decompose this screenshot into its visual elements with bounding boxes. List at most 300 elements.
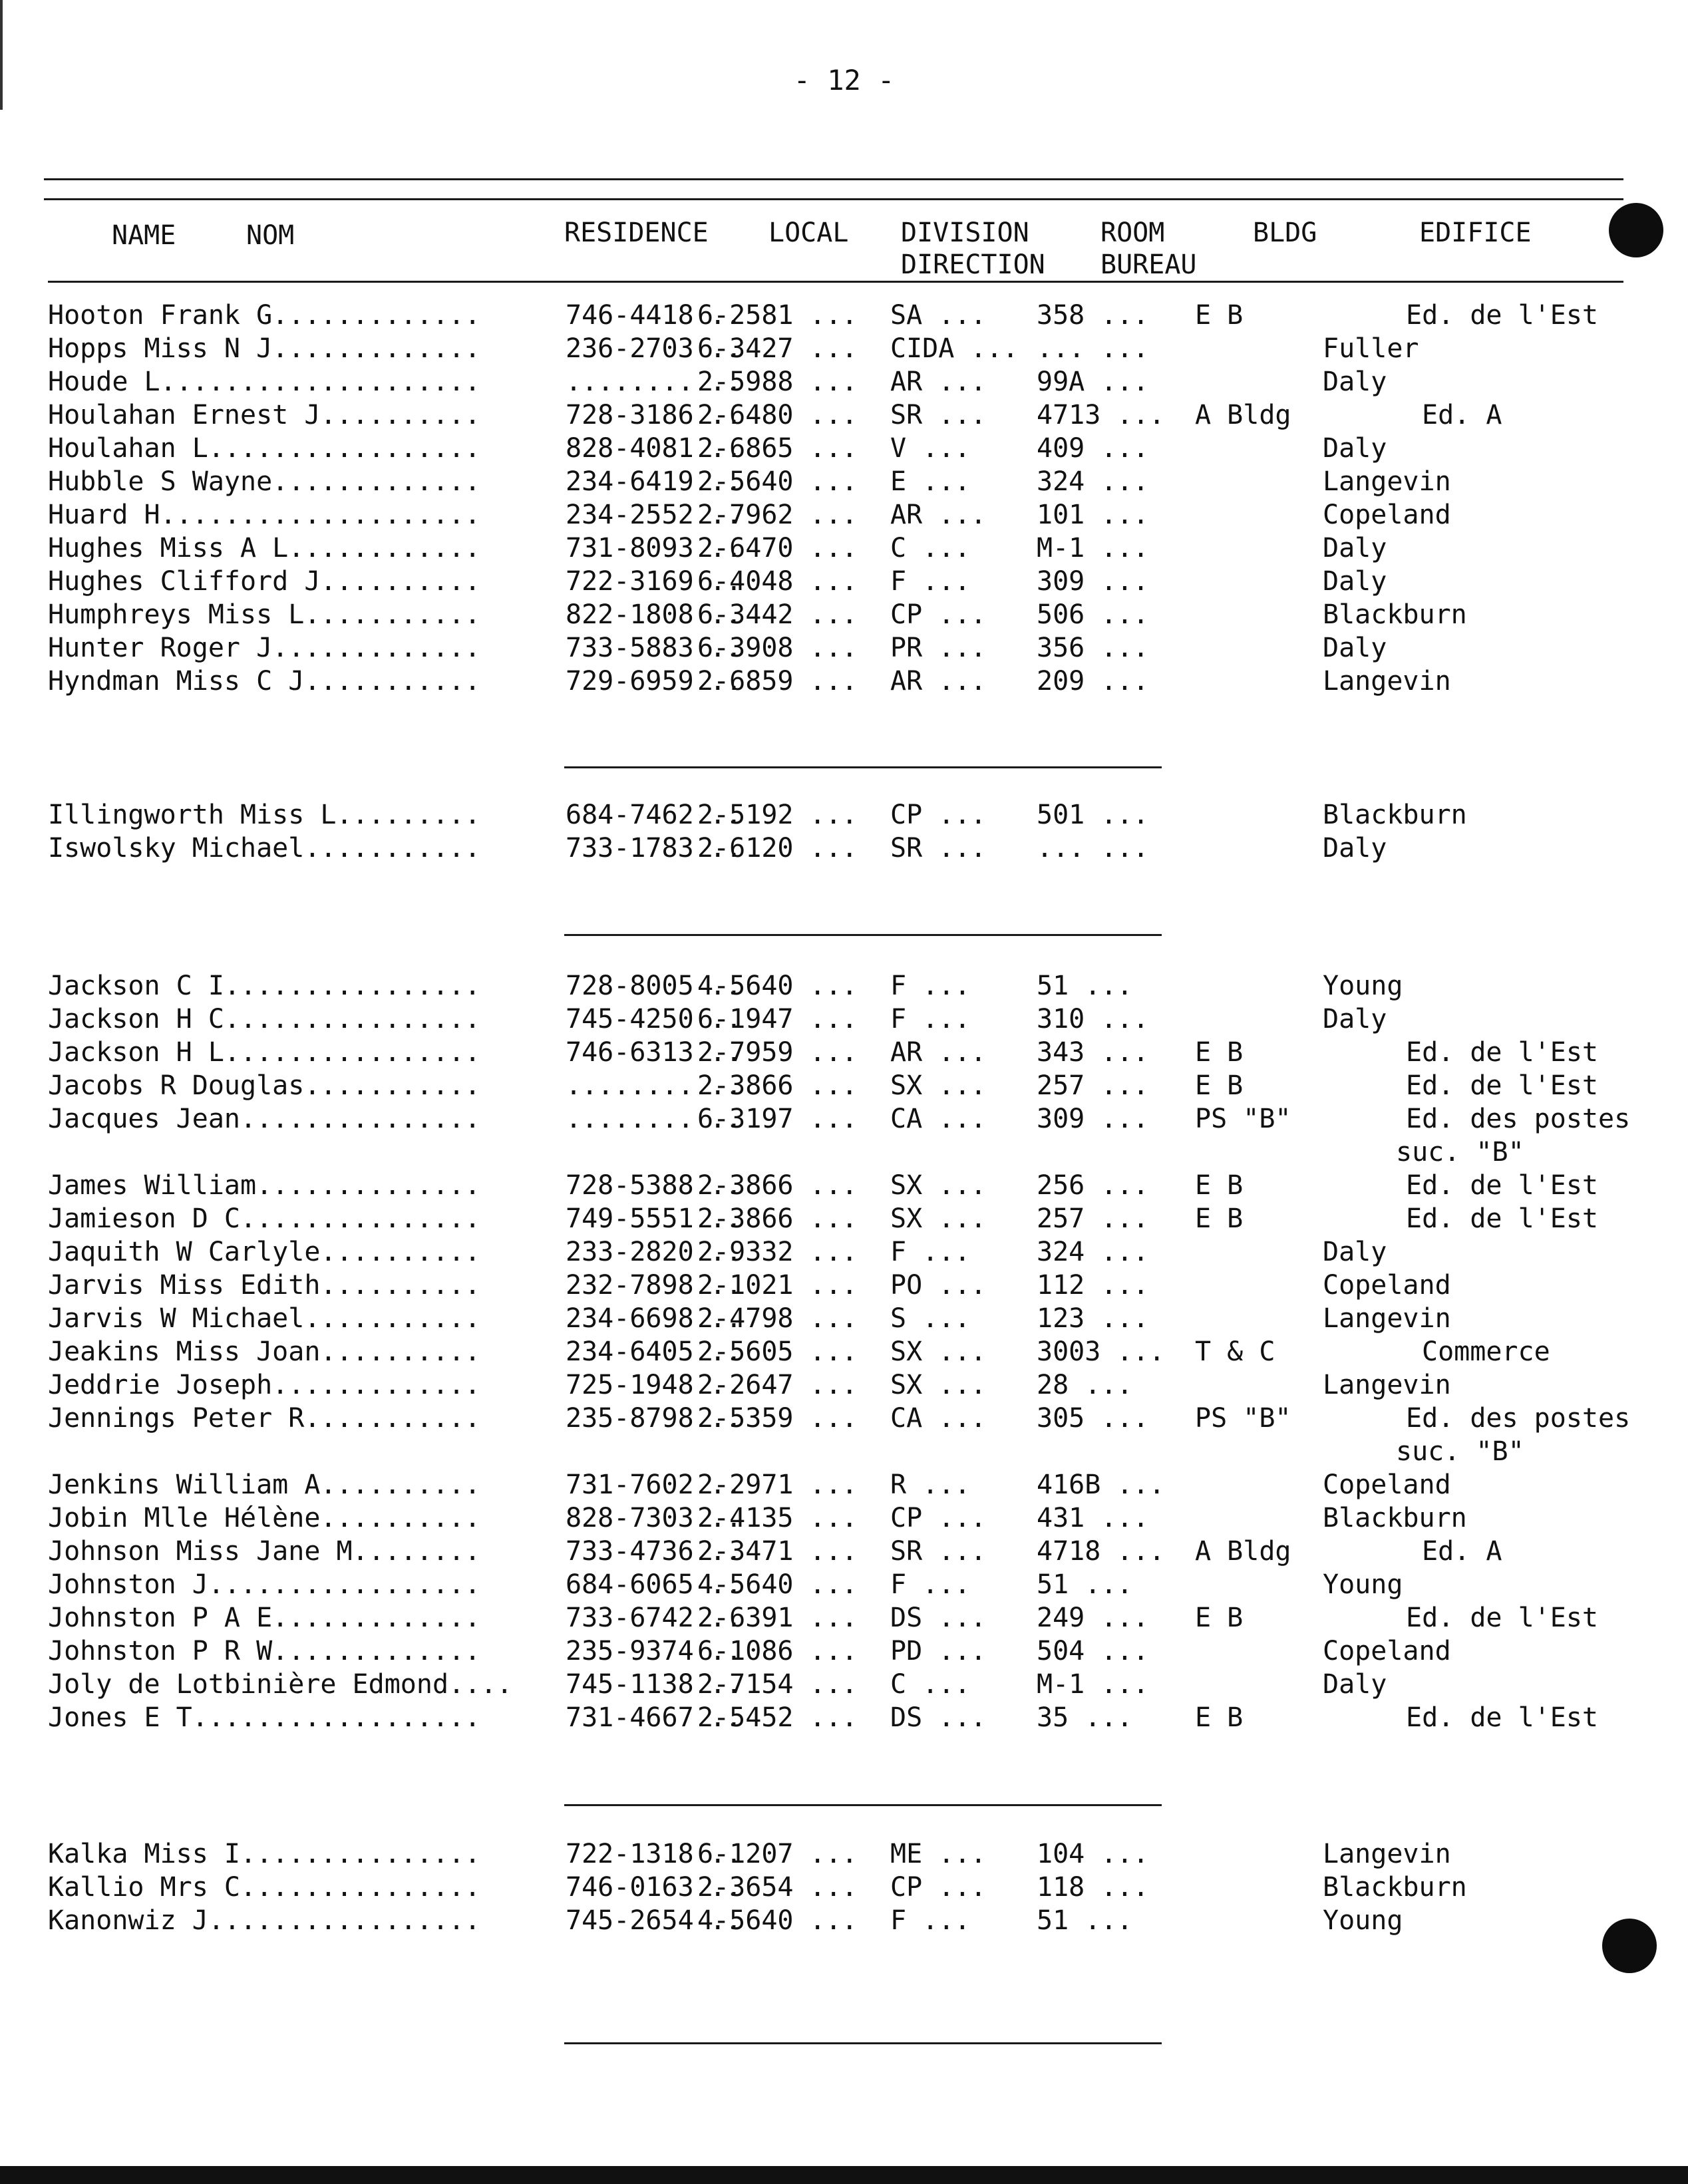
edifice-name: Copeland — [1323, 1270, 1451, 1301]
local-extension: 6-3197 ... — [697, 1104, 858, 1134]
local-extension: 4-5640 ... — [697, 1905, 858, 1936]
edifice-name: Copeland — [1323, 1636, 1451, 1666]
division-code: R ... — [890, 1470, 971, 1500]
division-code: F ... — [890, 1905, 971, 1936]
edifice-name: Ed. de l'Est — [1406, 1070, 1598, 1101]
local-extension: 2-6480 ... — [697, 400, 858, 430]
division-code: S ... — [890, 1303, 971, 1334]
room-number: 4713 ... — [1037, 400, 1165, 430]
edifice-name: Copeland — [1323, 1470, 1451, 1500]
table-row — [0, 665, 1688, 698]
room-number: ... ... — [1037, 833, 1149, 863]
entry-name: Jackson H C................ — [48, 1004, 481, 1034]
building-code: E B — [1195, 1603, 1244, 1633]
local-extension: 2-4135 ... — [697, 1503, 858, 1533]
local-extension: 2-1021 ... — [697, 1270, 858, 1301]
entry-name: Jackson C I................ — [48, 971, 481, 1001]
edifice-name: Young — [1323, 1905, 1403, 1936]
section-divider-h-i — [564, 766, 1162, 768]
table-row — [0, 1837, 1688, 1871]
local-extension: 2-9332 ... — [697, 1237, 858, 1267]
header-local: LOCAL — [768, 218, 849, 248]
residence-phone: 731-4667 .. — [566, 1702, 742, 1733]
building-code: E B — [1195, 1170, 1244, 1201]
local-extension: 6-1086 ... — [697, 1636, 858, 1666]
header-bldg: BLDG — [1253, 218, 1317, 248]
room-number: 257 ... — [1037, 1070, 1149, 1101]
residence-phone: 728-8005 .. — [566, 971, 742, 1001]
local-extension: 2-6391 ... — [697, 1603, 858, 1633]
edifice-name: Ed. A — [1422, 1536, 1502, 1567]
room-number: 249 ... — [1037, 1603, 1149, 1633]
edifice-name: Daly — [1323, 433, 1387, 464]
residence-phone: 236-2703 .. — [566, 333, 742, 364]
header-rule-top — [44, 178, 1623, 180]
header-rule-bottom — [48, 281, 1623, 283]
building-code: T & C — [1195, 1336, 1275, 1367]
header-nom: NOM — [246, 220, 295, 251]
edifice-name: Langevin — [1323, 666, 1451, 697]
building-code: E B — [1195, 1203, 1244, 1234]
edifice-name: Copeland — [1323, 500, 1451, 530]
entry-name: Illingworth Miss L......... — [48, 800, 481, 830]
edifice-name: Ed. de l'Est — [1406, 1702, 1598, 1733]
table-row — [0, 299, 1688, 332]
edifice-name: Daly — [1323, 566, 1387, 597]
edifice-name: Ed. A — [1422, 400, 1502, 430]
edifice-name: Ed. de l'Est — [1406, 1037, 1598, 1068]
table-row — [0, 1601, 1688, 1635]
room-number: 409 ... — [1037, 433, 1149, 464]
residence-phone: 745-1138 .. — [566, 1669, 742, 1700]
division-code: F ... — [890, 566, 971, 597]
table-row — [0, 432, 1688, 465]
division-code: AR ... — [890, 666, 987, 697]
entry-name: Hughes Miss A L............ — [48, 533, 481, 563]
entry-name: Humphreys Miss L........... — [48, 599, 481, 630]
table-row — [0, 1169, 1688, 1202]
residence-phone: 733-4736 .. — [566, 1536, 742, 1567]
room-number: 28 ... — [1037, 1370, 1133, 1400]
division-code: C ... — [890, 533, 971, 563]
residence-phone: 733-5883 .. — [566, 633, 742, 663]
local-extension: 6-3908 ... — [697, 633, 858, 663]
building-code: PS "B" — [1195, 1104, 1291, 1134]
local-extension: 6-1947 ... — [697, 1004, 858, 1034]
local-extension: 2-3866 ... — [697, 1170, 858, 1201]
entry-name: Hubble S Wayne............. — [48, 466, 481, 497]
table-row — [0, 1468, 1688, 1501]
edifice-name: Blackburn — [1323, 1872, 1467, 1903]
entry-name: Johnston P R W............. — [48, 1636, 481, 1666]
residence-phone: 722-3169 .. — [566, 566, 742, 597]
local-extension: 6-2581 ... — [697, 300, 858, 331]
division-code: CP ... — [890, 1503, 987, 1533]
local-extension: 2-5605 ... — [697, 1336, 858, 1367]
division-code: V ... — [890, 433, 971, 464]
residence-phone: 233-2820 .. — [566, 1237, 742, 1267]
room-number: 123 ... — [1037, 1303, 1149, 1334]
entry-name: Jarvis Miss Edith.......... — [48, 1270, 481, 1301]
entry-name: Jacobs R Douglas........... — [48, 1070, 481, 1101]
division-code: CP ... — [890, 800, 987, 830]
edifice-name: Young — [1323, 971, 1403, 1001]
division-code: F ... — [890, 1237, 971, 1267]
division-code: SR ... — [890, 833, 987, 863]
scan-bottom-edge — [0, 2166, 1688, 2184]
room-number: 209 ... — [1037, 666, 1149, 697]
edifice-name-continued: suc. "B" — [1396, 1436, 1524, 1467]
entry-name: Jacques Jean............... — [48, 1104, 481, 1134]
building-code: E B — [1195, 1037, 1244, 1068]
table-row — [0, 598, 1688, 631]
table-row — [0, 1535, 1688, 1568]
residence-phone: ........ .. — [566, 1070, 742, 1101]
table-row — [0, 332, 1688, 365]
header-edifice: EDIFICE — [1419, 218, 1532, 248]
room-number: ... ... — [1037, 333, 1149, 364]
division-code: SR ... — [890, 400, 987, 430]
table-row — [0, 1668, 1688, 1701]
room-number: 112 ... — [1037, 1270, 1149, 1301]
table-row — [0, 1701, 1688, 1734]
local-extension: 2-6865 ... — [697, 433, 858, 464]
room-number: 51 ... — [1037, 971, 1133, 1001]
entry-name: Iswolsky Michael........... — [48, 833, 481, 863]
entry-name: Jamieson D C............... — [48, 1203, 481, 1234]
division-code: E ... — [890, 466, 971, 497]
edifice-name: Ed. de l'Est — [1406, 1170, 1598, 1201]
division-code: F ... — [890, 971, 971, 1001]
entry-name: Jeddrie Joseph............. — [48, 1370, 481, 1400]
table-row — [0, 1302, 1688, 1335]
entry-name: Joly de Lotbinière Edmond.... — [48, 1669, 513, 1700]
header-name: NAME — [112, 220, 176, 251]
division-code: SX ... — [890, 1203, 987, 1234]
entry-name: Huard H.................... — [48, 500, 481, 530]
edifice-name: Daly — [1323, 367, 1387, 397]
division-code: DS ... — [890, 1603, 987, 1633]
edifice-name: Daly — [1323, 1004, 1387, 1034]
local-extension: 2-6859 ... — [697, 666, 858, 697]
division-code: AR ... — [890, 500, 987, 530]
table-row — [0, 1904, 1688, 1937]
room-number: 431 ... — [1037, 1503, 1149, 1533]
residence-phone: 235-8798 .. — [566, 1403, 742, 1434]
division-code: F ... — [890, 1004, 971, 1034]
entry-name: Jennings Peter R........... — [48, 1403, 481, 1434]
table-row — [0, 532, 1688, 565]
edifice-name: Langevin — [1323, 1303, 1451, 1334]
table-row — [0, 465, 1688, 498]
entry-name: Jarvis W Michael........... — [48, 1303, 481, 1334]
entry-name: Kalka Miss I............... — [48, 1839, 481, 1869]
edifice-name: Ed. de l'Est — [1406, 1203, 1598, 1234]
entry-name: Jobin Mlle Hélène.......... — [48, 1503, 481, 1533]
local-extension: 2-7959 ... — [697, 1037, 858, 1068]
header-bureau: BUREAU — [1100, 249, 1197, 280]
room-number: 501 ... — [1037, 800, 1149, 830]
local-extension: 2-3866 ... — [697, 1203, 858, 1234]
room-number: 416B ... — [1037, 1470, 1165, 1500]
table-row — [0, 1335, 1688, 1368]
edifice-name: Ed. de l'Est — [1406, 300, 1598, 331]
table-row — [0, 1635, 1688, 1668]
edifice-name: Blackburn — [1323, 599, 1467, 630]
room-number: 99A ... — [1037, 367, 1149, 397]
room-number: 506 ... — [1037, 599, 1149, 630]
edifice-name: Daly — [1323, 633, 1387, 663]
entry-name: Johnston P A E............. — [48, 1603, 481, 1633]
table-row — [0, 1069, 1688, 1102]
local-extension: 6-4048 ... — [697, 566, 858, 597]
edifice-name: Daly — [1323, 833, 1387, 863]
room-number: 257 ... — [1037, 1203, 1149, 1234]
header-room: ROOM — [1100, 218, 1165, 248]
local-extension: 2-5359 ... — [697, 1403, 858, 1434]
local-extension: 2-6470 ... — [697, 533, 858, 563]
residence-phone: 729-6959 .. — [566, 666, 742, 697]
section-divider-end — [564, 2042, 1162, 2044]
residence-phone: 722-1318 .. — [566, 1839, 742, 1869]
edifice-name: Blackburn — [1323, 1503, 1467, 1533]
local-extension: 6-3442 ... — [697, 599, 858, 630]
entry-name: Kallio Mrs C............... — [48, 1872, 481, 1903]
table-row — [0, 1003, 1688, 1036]
table-row — [0, 969, 1688, 1003]
division-code: PD ... — [890, 1636, 987, 1666]
room-number: 4718 ... — [1037, 1536, 1165, 1567]
room-number: 310 ... — [1037, 1004, 1149, 1034]
division-code: CP ... — [890, 1872, 987, 1903]
local-extension: 2-2971 ... — [697, 1470, 858, 1500]
room-number: 104 ... — [1037, 1839, 1149, 1869]
entry-name: James William.............. — [48, 1170, 481, 1201]
table-row — [0, 565, 1688, 598]
room-number: 504 ... — [1037, 1636, 1149, 1666]
residence-phone: 733-1783 .. — [566, 833, 742, 863]
residence-phone: 745-2654 .. — [566, 1905, 742, 1936]
division-code: CA ... — [890, 1104, 987, 1134]
division-code: SX ... — [890, 1370, 987, 1400]
local-extension: 6-1207 ... — [697, 1839, 858, 1869]
residence-phone: 728-3186 .. — [566, 400, 742, 430]
local-extension: 2-6120 ... — [697, 833, 858, 863]
building-code: E B — [1195, 1070, 1244, 1101]
room-number: 118 ... — [1037, 1872, 1149, 1903]
edifice-name: Ed. de l'Est — [1406, 1603, 1598, 1633]
table-row — [0, 1501, 1688, 1535]
table-row — [0, 1235, 1688, 1269]
edifice-name: Langevin — [1323, 1370, 1451, 1400]
residence-phone: 234-6405 .. — [566, 1336, 742, 1367]
room-number: 256 ... — [1037, 1170, 1149, 1201]
room-number: 101 ... — [1037, 500, 1149, 530]
table-row — [0, 798, 1688, 832]
division-code: C ... — [890, 1669, 971, 1700]
residence-phone: 684-6065 .. — [566, 1569, 742, 1600]
room-number: 324 ... — [1037, 466, 1149, 497]
room-number: 305 ... — [1037, 1403, 1149, 1434]
edifice-name: Daly — [1323, 533, 1387, 563]
entry-name: Kanonwiz J................. — [48, 1905, 481, 1936]
residence-phone: 234-2552 .. — [566, 500, 742, 530]
table-row — [0, 1402, 1688, 1467]
entry-name: Hopps Miss N J............. — [48, 333, 481, 364]
building-code: E B — [1195, 1702, 1244, 1733]
entry-name: Houlahan L................. — [48, 433, 481, 464]
table-row — [0, 631, 1688, 665]
table-row — [0, 1102, 1688, 1168]
division-code: SX ... — [890, 1336, 987, 1367]
building-code: E B — [1195, 300, 1244, 331]
entry-name: Hooton Frank G............. — [48, 300, 481, 331]
residence-phone: 234-6698 .. — [566, 1303, 742, 1334]
entry-name: Houlahan Ernest J.......... — [48, 400, 481, 430]
residence-phone: 822-1808 .. — [566, 599, 742, 630]
local-extension: 2-5192 ... — [697, 800, 858, 830]
division-code: CP ... — [890, 599, 987, 630]
entry-name: Hughes Clifford J.......... — [48, 566, 481, 597]
residence-phone: 684-7462 .. — [566, 800, 742, 830]
table-row — [0, 365, 1688, 398]
residence-phone: 731-7602 .. — [566, 1470, 742, 1500]
table-row — [0, 1269, 1688, 1302]
local-extension: 2-3654 ... — [697, 1872, 858, 1903]
division-code: F ... — [890, 1569, 971, 1600]
page-number: - 12 - — [793, 64, 895, 96]
local-extension: 2-2647 ... — [697, 1370, 858, 1400]
residence-phone: 745-4250 .. — [566, 1004, 742, 1034]
room-number: M-1 ... — [1037, 533, 1149, 563]
edifice-name: Langevin — [1323, 1839, 1451, 1869]
room-number: 3003 ... — [1037, 1336, 1165, 1367]
division-code: AR ... — [890, 367, 987, 397]
local-extension: 2-5988 ... — [697, 367, 858, 397]
room-number: 358 ... — [1037, 300, 1149, 331]
local-extension: 2-5452 ... — [697, 1702, 858, 1733]
residence-phone: ........ .. — [566, 1104, 742, 1134]
edifice-name: Young — [1323, 1569, 1403, 1600]
division-code: CA ... — [890, 1403, 987, 1434]
building-code: A Bldg — [1195, 1536, 1291, 1567]
table-row — [0, 1036, 1688, 1069]
room-number: 324 ... — [1037, 1237, 1149, 1267]
header-residence: RESIDENCE — [564, 218, 709, 248]
residence-phone: 725-1948 .. — [566, 1370, 742, 1400]
division-code: DS ... — [890, 1702, 987, 1733]
building-code: PS "B" — [1195, 1403, 1291, 1434]
local-extension: 2-5640 ... — [697, 466, 858, 497]
residence-phone: ........ .. — [566, 367, 742, 397]
division-code: PR ... — [890, 633, 987, 663]
edifice-name: Ed. des postes — [1406, 1403, 1631, 1434]
room-number: 309 ... — [1037, 1104, 1149, 1134]
residence-phone: 746-4418 .. — [566, 300, 742, 331]
local-extension: 4-5640 ... — [697, 1569, 858, 1600]
entry-name: Jenkins William A.......... — [48, 1470, 481, 1500]
edifice-name: Daly — [1323, 1669, 1387, 1700]
residence-phone: 749-5551 .. — [566, 1203, 742, 1234]
residence-phone: 746-6313 .. — [566, 1037, 742, 1068]
division-code: SR ... — [890, 1536, 987, 1567]
edifice-name: Langevin — [1323, 466, 1451, 497]
residence-phone: 234-6419 .. — [566, 466, 742, 497]
division-code: CIDA ... — [890, 333, 1019, 364]
table-row — [0, 1568, 1688, 1601]
local-extension: 2-7154 ... — [697, 1669, 858, 1700]
entry-name: Jones E T.................. — [48, 1702, 481, 1733]
table-row — [0, 1368, 1688, 1402]
residence-phone: 235-9374 .. — [566, 1636, 742, 1666]
table-row — [0, 398, 1688, 432]
edifice-name: Commerce — [1422, 1336, 1550, 1367]
local-extension: 2-3866 ... — [697, 1070, 858, 1101]
local-extension: 2-4798 ... — [697, 1303, 858, 1334]
entry-name: Jaquith W Carlyle.......... — [48, 1237, 481, 1267]
table-row — [0, 1202, 1688, 1235]
local-extension: 2-3471 ... — [697, 1536, 858, 1567]
division-code: PO ... — [890, 1270, 987, 1301]
room-number: 356 ... — [1037, 633, 1149, 663]
building-code: A Bldg — [1195, 400, 1291, 430]
edifice-name: Ed. des postes — [1406, 1104, 1631, 1134]
punch-hole-top — [1609, 203, 1663, 257]
room-number: 51 ... — [1037, 1569, 1133, 1600]
local-extension: 2-7962 ... — [697, 500, 858, 530]
entry-name: Houde L.................... — [48, 367, 481, 397]
section-divider-i-j — [564, 934, 1162, 936]
table-row — [0, 832, 1688, 865]
header-direction: DIRECTION — [901, 249, 1045, 280]
residence-phone: 828-4081 .. — [566, 433, 742, 464]
entry-name: Jeakins Miss Joan.......... — [48, 1336, 481, 1367]
division-code: SA ... — [890, 300, 987, 331]
room-number: 51 ... — [1037, 1905, 1133, 1936]
entry-name: Johnson Miss Jane M........ — [48, 1536, 481, 1567]
entry-name: Johnston J................. — [48, 1569, 481, 1600]
local-extension: 4-5640 ... — [697, 971, 858, 1001]
room-number: 309 ... — [1037, 566, 1149, 597]
room-number: 343 ... — [1037, 1037, 1149, 1068]
room-number: M-1 ... — [1037, 1669, 1149, 1700]
edifice-name-continued: suc. "B" — [1396, 1137, 1524, 1168]
division-code: SX ... — [890, 1070, 987, 1101]
table-row — [0, 1871, 1688, 1904]
residence-phone: 232-7898 .. — [566, 1270, 742, 1301]
entry-name: Jackson H L................ — [48, 1037, 481, 1068]
residence-phone: 828-7303 .. — [566, 1503, 742, 1533]
edifice-name: Fuller — [1323, 333, 1419, 364]
local-extension: 6-3427 ... — [697, 333, 858, 364]
residence-phone: 731-8093 .. — [566, 533, 742, 563]
division-code: ME ... — [890, 1839, 987, 1869]
entry-name: Hunter Roger J............. — [48, 633, 481, 663]
residence-phone: 733-6742 .. — [566, 1603, 742, 1633]
section-divider-j-k — [564, 1804, 1162, 1806]
room-number: 35 ... — [1037, 1702, 1133, 1733]
table-row — [0, 498, 1688, 532]
edifice-name: Daly — [1323, 1237, 1387, 1267]
residence-phone: 746-0163 .. — [566, 1872, 742, 1903]
entry-name: Hyndman Miss C J........... — [48, 666, 481, 697]
residence-phone: 728-5388 .. — [566, 1170, 742, 1201]
header-rule-second — [44, 198, 1623, 200]
division-code: AR ... — [890, 1037, 987, 1068]
edifice-name: Blackburn — [1323, 800, 1467, 830]
header-division: DIVISION — [901, 218, 1029, 248]
division-code: SX ... — [890, 1170, 987, 1201]
